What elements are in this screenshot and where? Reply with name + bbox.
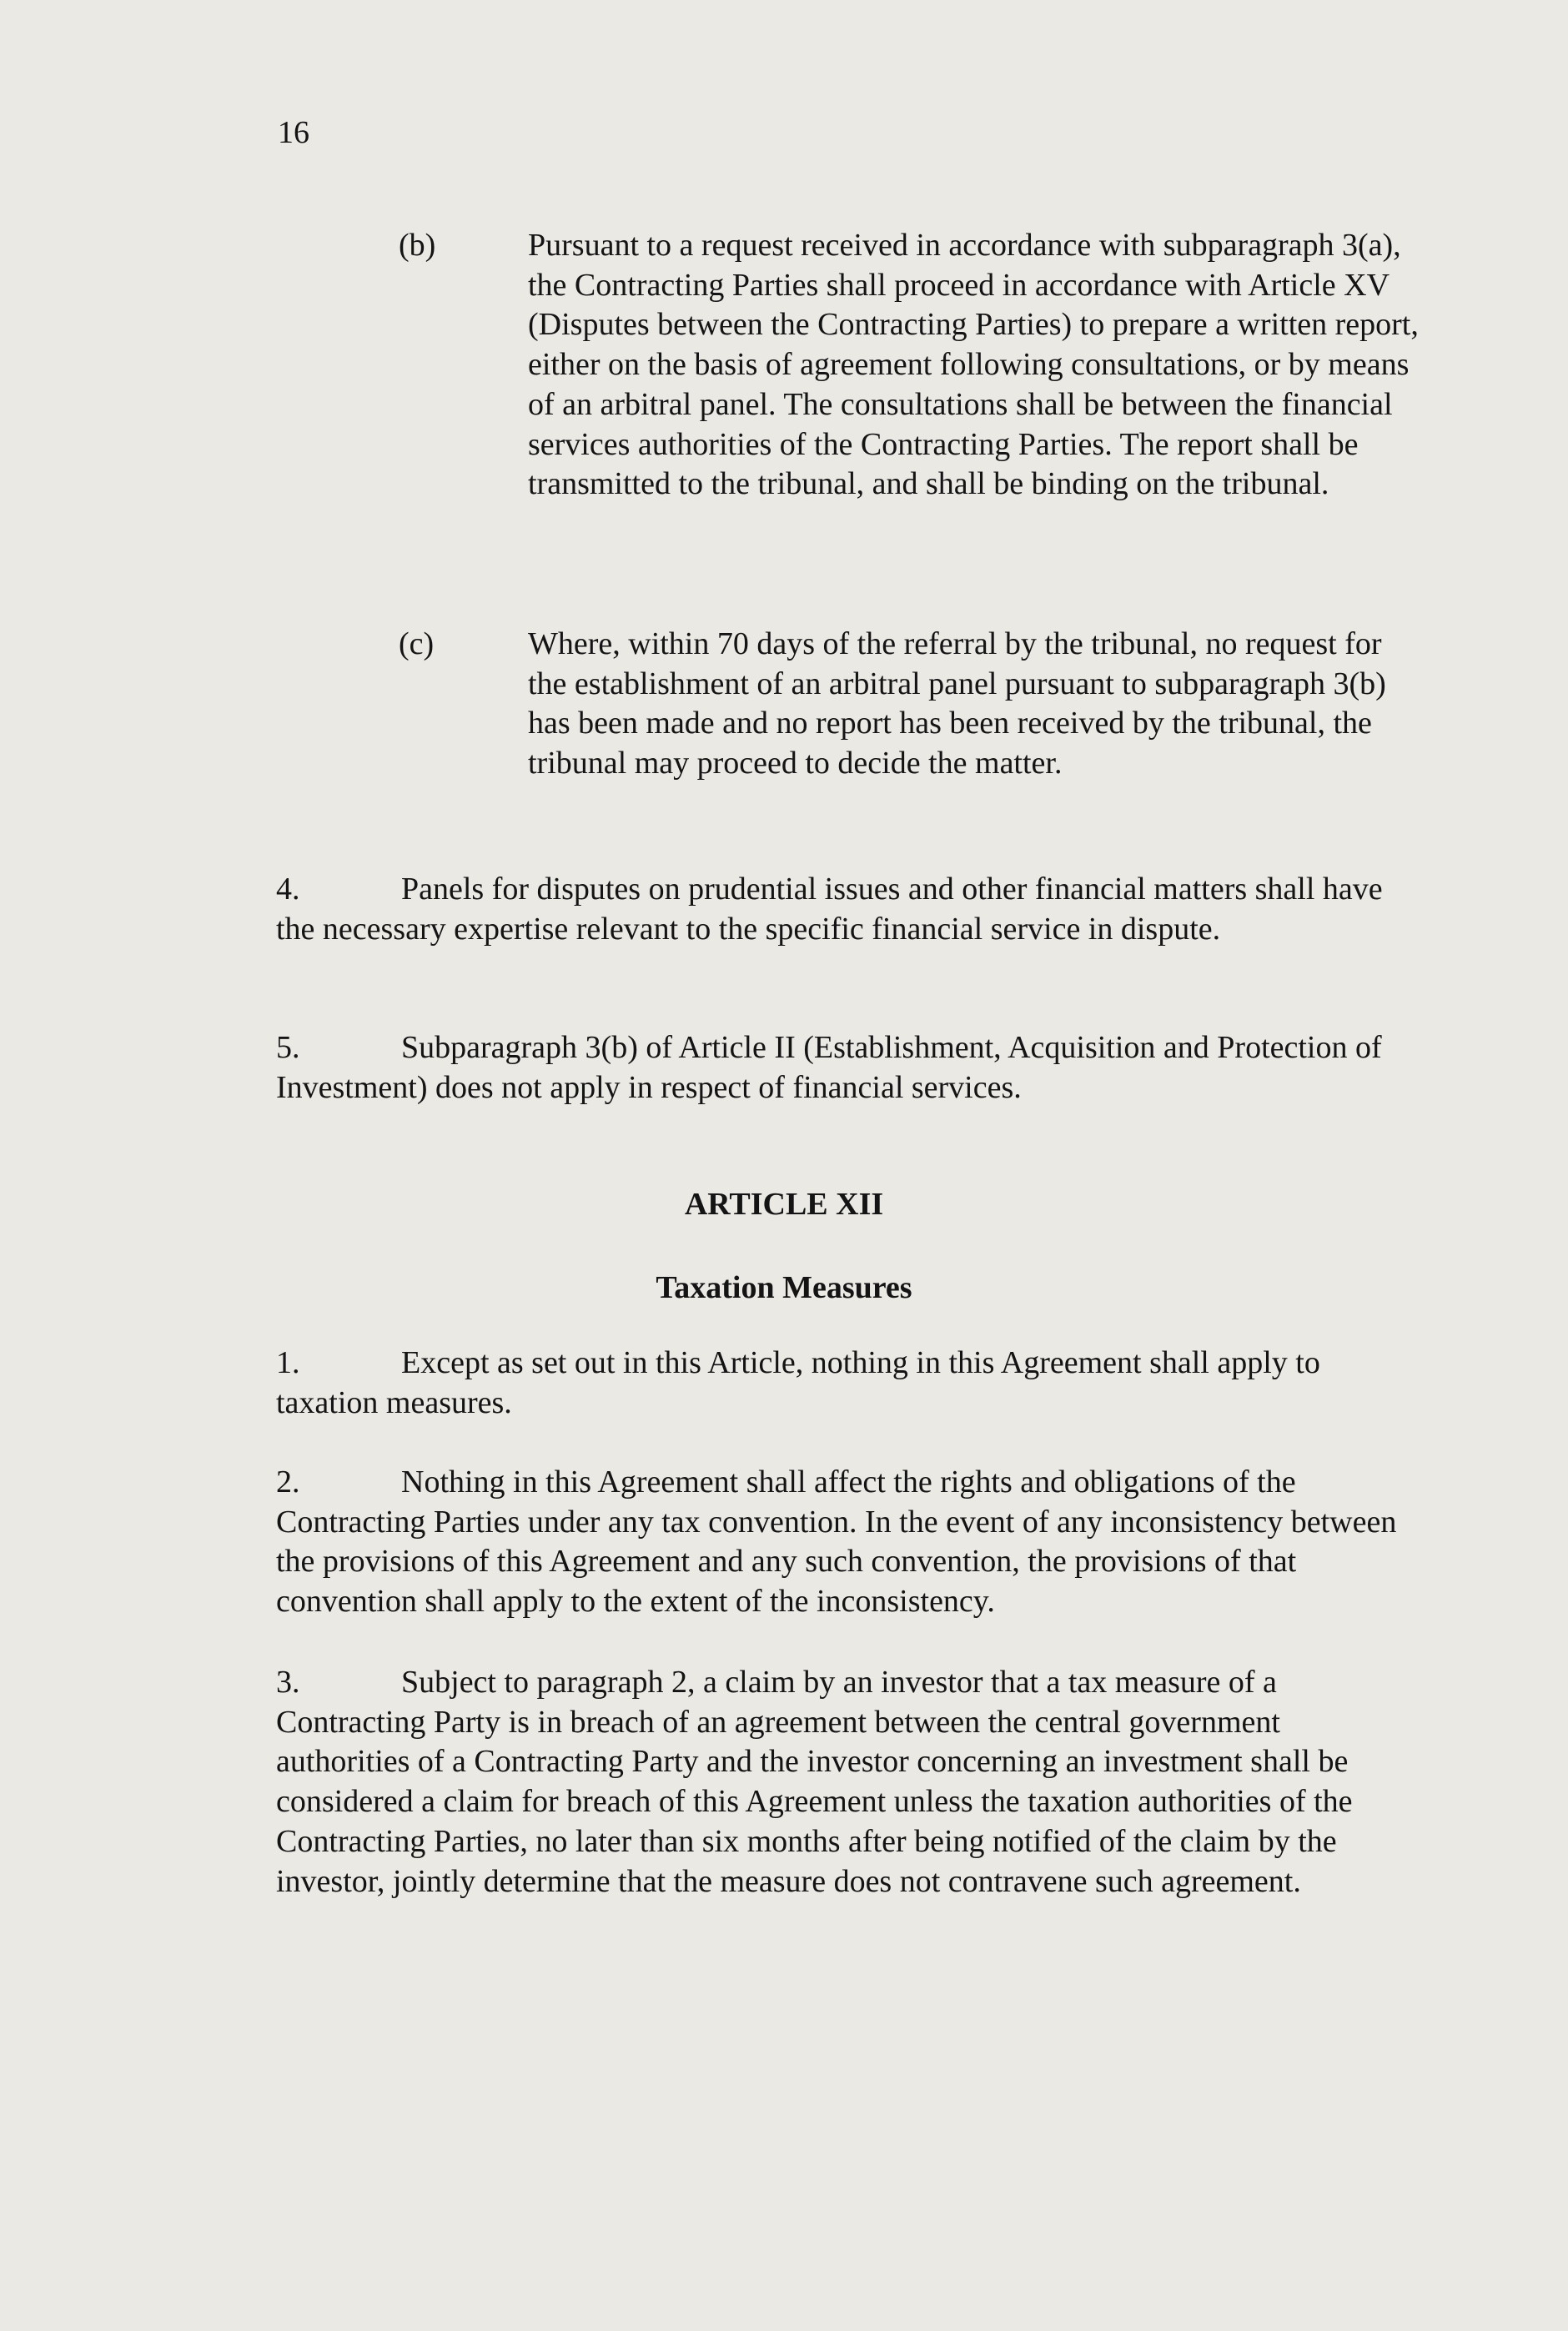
subparagraph-marker: (c): [399, 626, 435, 661]
tax-paragraph-2: [276, 1463, 1419, 1622]
tax-paragraph-3: [276, 1663, 1419, 1901]
paragraph-4: [276, 870, 1419, 949]
paragraph-number: 1.: [276, 1345, 300, 1380]
paragraph-text: Subject to paragraph 2, a claim by an investor that a tax measure of a Contracting Party is in breach of an agreement between the central government authorities of a Contracting Party and the investor concerning an investment shall be considered a claim for breach of this Agreement unless the taxation authorities of the Contracting Parties, no later than six months after being notified of the claim by the investor, jointly determine that the measure does not contravene such agreement.: [276, 1665, 1353, 1899]
page-number: 16: [278, 115, 309, 150]
article-subheading: Taxation Measures: [656, 1270, 912, 1305]
paragraph-number: 5.: [276, 1030, 300, 1065]
tax-paragraph-1: [276, 1344, 1419, 1423]
paragraph-text: Except as set out in this Article, nothing in this Agreement shall apply to taxation measures.: [276, 1345, 1320, 1420]
paragraph-text: Subparagraph 3(b) of Article II (Establishment, Acquisition and Protection of Investment) does not apply in respect of financial services.: [276, 1030, 1382, 1105]
article-heading: ARTICLE XII: [684, 1187, 884, 1222]
subparagraph-c: [399, 625, 1425, 784]
paragraph-number: 4.: [276, 872, 300, 907]
paragraph-text: Nothing in this Agreement shall affect the rights and obligations of the Contracting Parties under any tax convention. In the event of any inconsistency between the provisions of this Agreement and any such convention, the provisions of that convention shall apply to the extent of the inconsistency.: [276, 1464, 1397, 1620]
subparagraph-b: [399, 226, 1425, 505]
paragraph-5: [276, 1028, 1419, 1108]
subparagraph-text: Pursuant to a request received in accordance with subparagraph 3(a), the Contracting Parties shall proceed in accordance with Article XV (Disputes between the Contracting Parties) to prepare a written report, either on the basis of agreement following consultations, or by means of an arbitral panel. The consultations shall be between the financial services authorities of the Contracting Parties. The report shall be transmitted to the tribunal, and shall be binding on the tribunal.: [528, 228, 1419, 502]
paragraph-number: 2.: [276, 1464, 300, 1500]
subparagraph-marker: (b): [399, 228, 436, 263]
subparagraph-text: Where, within 70 days of the referral by the tribunal, no request for the establishment of an arbitral panel pursuant to subparagraph 3(b) has been made and no report has been received by the tribunal, the tribunal may proceed to decide the matter.: [528, 626, 1386, 781]
paragraph-number: 3.: [276, 1665, 300, 1700]
paragraph-text: Panels for disputes on prudential issues and other financial matters shall have the necessary expertise relevant to the specific financial service in dispute.: [276, 872, 1383, 947]
